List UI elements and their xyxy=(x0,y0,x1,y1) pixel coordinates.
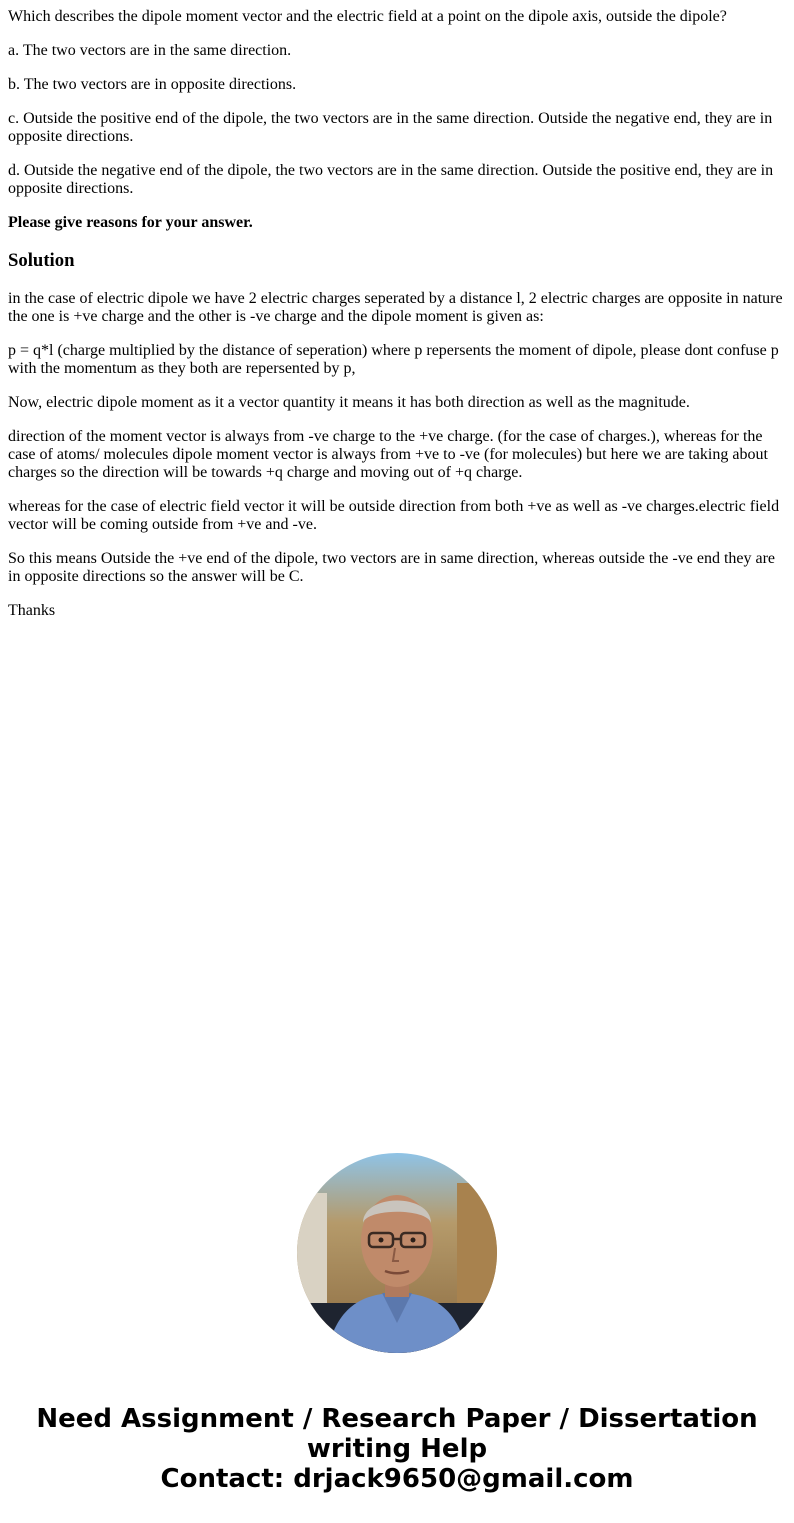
solution-thanks: Thanks xyxy=(8,602,56,619)
solution-paragraph: Now, electric dipole moment as it a vector quantity it means it has both direction as well as the magnitude. xyxy=(8,394,690,411)
option-d: d. Outside the negative end of the dipole, the two vectors are in the same direction. Outside the positive end, they are in opposite directions. xyxy=(8,162,774,197)
author-avatar xyxy=(297,1153,497,1353)
solution-paragraph: whereas for the case of electric field vector it will be outside direction from both +ve as well as -ve charges.electric field vector will be coming outside from +ve and -ve. xyxy=(8,498,780,533)
solution-paragraph: direction of the moment vector is always from -ve charge to the +ve charge. (for the case of charges.), whereas for the case of atoms/ molecules dipole moment vector is always from +ve to -ve (for molecules) but here we are taking about charges so the direction will be towards +q charge and moving out of +q charge. xyxy=(8,428,768,481)
author-photo-icon xyxy=(297,1153,497,1353)
option-a: a. The two vectors are in the same direction. xyxy=(8,42,292,59)
instruction-text xyxy=(8,214,786,232)
question-text: Which describes the dipole moment vector and the electric field at a point on the dipole axis, outside the dipole? xyxy=(8,8,727,25)
banner-line-1: Need Assignment / Research Paper / Dissertation xyxy=(36,1404,758,1434)
solution-heading: Solution xyxy=(8,250,75,271)
solution-paragraph: p = q*l (charge multiplied by the distance of seperation) where p repersents the moment of dipole, please dont confuse p with the momentum as they both are repersented by p, xyxy=(8,342,779,377)
solution-paragraph: in the case of electric dipole we have 2 electric charges seperated by a distance l, 2 electric charges are opposite in nature the one is +ve charge and the other is -ve charge and the dipole moment is given as: xyxy=(8,290,783,325)
instruction-bold: Please give reasons for your answer. xyxy=(8,214,253,231)
banner-line-2: writing Help xyxy=(306,1434,488,1464)
option-c: c. Outside the positive end of the dipole, the two vectors are in the same direction. Outside the negative end, they are in opposite directions. xyxy=(8,110,773,145)
option-b: b. The two vectors are in opposite directions. xyxy=(8,76,297,93)
contact-banner xyxy=(0,1404,794,1494)
solution-paragraph: So this means Outside the +ve end of the dipole, two vectors are in same direction, whereas outside the -ve end they are in opposite directions so the answer will be C. xyxy=(8,550,776,585)
article-content xyxy=(8,0,786,636)
banner-contact-line: Contact: drjack9650@gmail.com xyxy=(160,1464,634,1494)
